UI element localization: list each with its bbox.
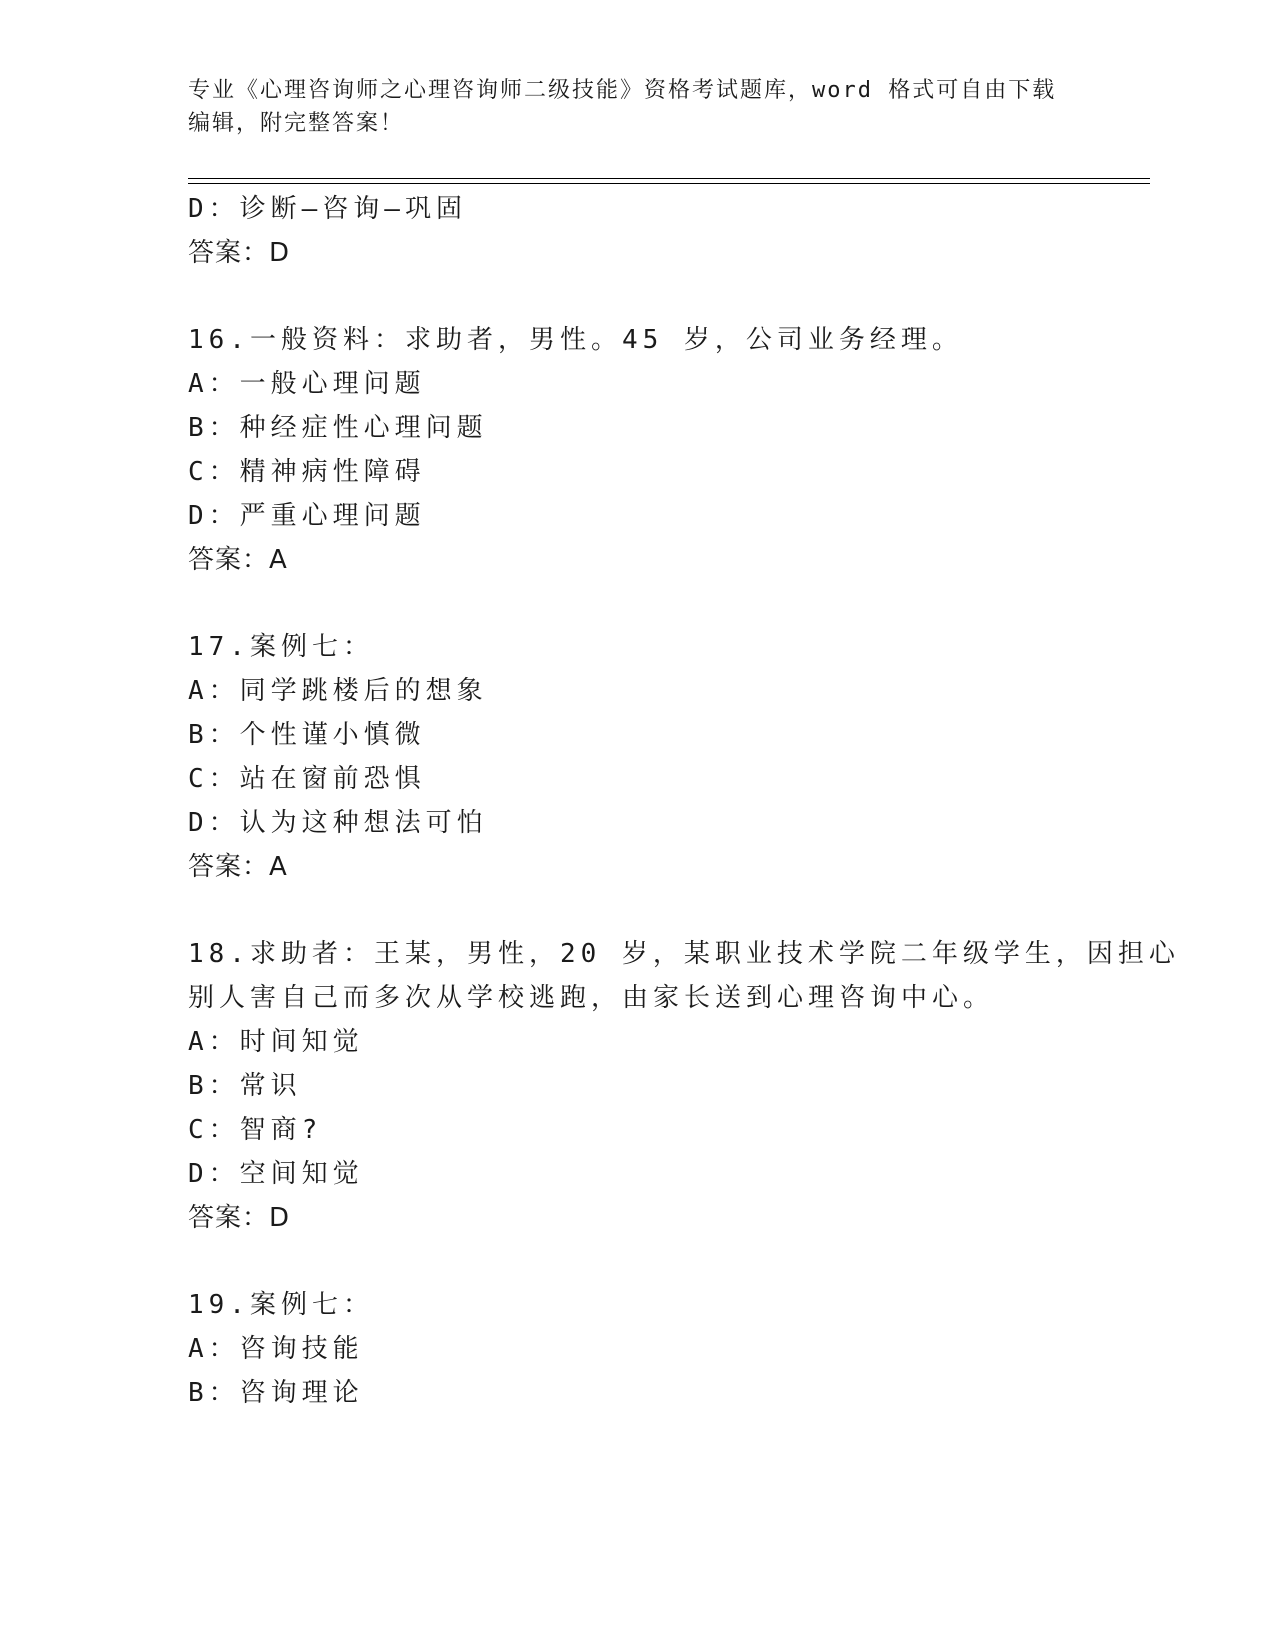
q18-option-d: D：空间知觉 — [188, 1159, 364, 1189]
q16-option-d: D：严重心理问题 — [188, 501, 426, 531]
q19-stem: 19.案例七： — [188, 1290, 374, 1320]
q18-answer: 答案：D — [188, 1203, 291, 1233]
header-line-1: 专业《心理咨询师之心理咨询师二级技能》资格考试题库，word 格式可自由下载 — [188, 78, 1057, 103]
q16-stem: 16.一般资料：求助者，男性。45 岁，公司业务经理。 — [188, 325, 963, 355]
q17-option-b: B：个性谨小慎微 — [188, 720, 426, 750]
q15-answer: 答案：D — [188, 238, 291, 268]
q18-stem-line-2: 别人害自己而多次从学校逃跑，由家长送到心理咨询中心。 — [188, 983, 995, 1013]
q17-option-c: C：站在窗前恐惧 — [188, 764, 426, 794]
q19-option-b: B：咨询理论 — [188, 1378, 364, 1408]
q16-option-b: B：种经症性心理问题 — [188, 413, 488, 443]
q19-option-a: A：咨询技能 — [188, 1334, 364, 1364]
q17-option-a: A：同学跳楼后的想象 — [188, 676, 488, 706]
q17-answer: 答案：A — [188, 852, 288, 882]
q18-option-b: B：常识 — [188, 1071, 302, 1101]
header-divider-bottom — [188, 183, 1150, 184]
q16-option-c: C：精神病性障碍 — [188, 457, 426, 487]
q17-stem: 17.案例七： — [188, 632, 374, 662]
header-divider-top — [188, 178, 1150, 179]
q16-answer: 答案：A — [188, 545, 288, 575]
q15-option-d: D：诊断—咨询—巩固 — [188, 194, 467, 224]
q16-option-a: A：一般心理问题 — [188, 369, 426, 399]
header-line-2: 编辑，附完整答案！ — [188, 111, 405, 136]
q18-option-c: C：智商? — [188, 1115, 323, 1145]
q18-option-a: A：时间知觉 — [188, 1027, 364, 1057]
q18-stem-line-1: 18.求助者：王某，男性，20 岁，某职业技术学院二年级学生，因担心 — [188, 939, 1180, 969]
q17-option-d: D：认为这种想法可怕 — [188, 808, 488, 838]
document-header — [188, 74, 1068, 140]
